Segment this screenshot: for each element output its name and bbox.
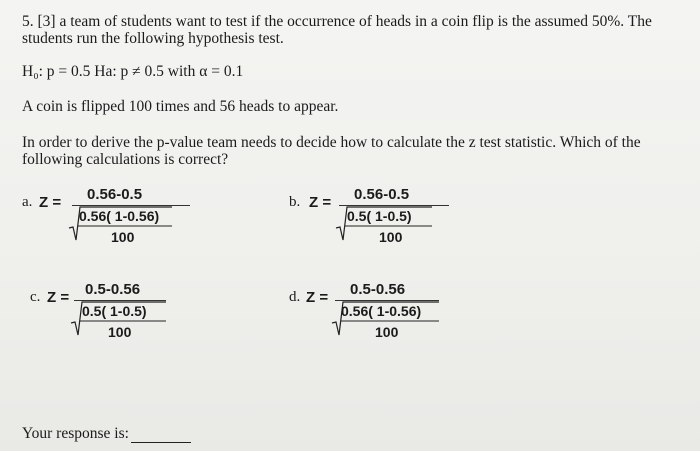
option-a[interactable] <box>22 186 222 258</box>
option-c[interactable] <box>22 281 222 353</box>
option-c-denominator: 100 <box>108 324 132 340</box>
option-c-numerator: 0.5-0.56 <box>85 281 141 298</box>
question-line-1: 5. [3] a team of students want to test if the occurrence of heads in a coin flip is the assumed 50%. The <box>22 13 652 30</box>
option-d-denominator: 100 <box>375 324 399 340</box>
response-input[interactable] <box>131 428 191 443</box>
flip-info: A coin is flipped 100 times and 56 heads to appear. <box>22 98 339 115</box>
prompt-line-1: In order to derive the p-value team needs to decide how to calculate the z test statistic. Which of the <box>22 134 641 151</box>
option-d[interactable] <box>289 281 489 353</box>
prompt-line-2: following calculations is correct? <box>22 151 229 168</box>
option-d-z: Z = <box>306 289 329 306</box>
response-label: Your response is: <box>22 425 129 442</box>
option-b-label: b. <box>289 194 301 210</box>
option-b-denominator: 100 <box>379 229 403 245</box>
option-a-z: Z = <box>39 194 62 211</box>
option-d-inner: 0.56( 1-0.56) <box>341 303 422 319</box>
hypothesis-statement: H₀: p = 0.5 Ha: p ≠ 0.5 with α = 0.1 <box>22 63 244 80</box>
option-b[interactable] <box>289 186 489 258</box>
option-b-z: Z = <box>309 194 332 211</box>
option-a-inner: 0.56( 1-0.56) <box>79 208 160 224</box>
option-c-z: Z = <box>47 289 70 306</box>
option-a-denominator: 100 <box>111 229 135 245</box>
response-row <box>22 425 191 443</box>
question-line-2: students run the following hypothesis test. <box>22 30 284 47</box>
option-a-numerator: 0.56-0.5 <box>87 186 143 203</box>
option-a-label: a. <box>22 194 33 210</box>
option-b-numerator: 0.56-0.5 <box>354 186 410 203</box>
option-c-inner: 0.5( 1-0.5) <box>82 303 147 319</box>
option-d-label: d. <box>289 289 301 305</box>
option-c-label: c. <box>30 289 41 305</box>
option-d-numerator: 0.5-0.56 <box>350 281 406 298</box>
option-b-inner: 0.5( 1-0.5) <box>347 208 412 224</box>
